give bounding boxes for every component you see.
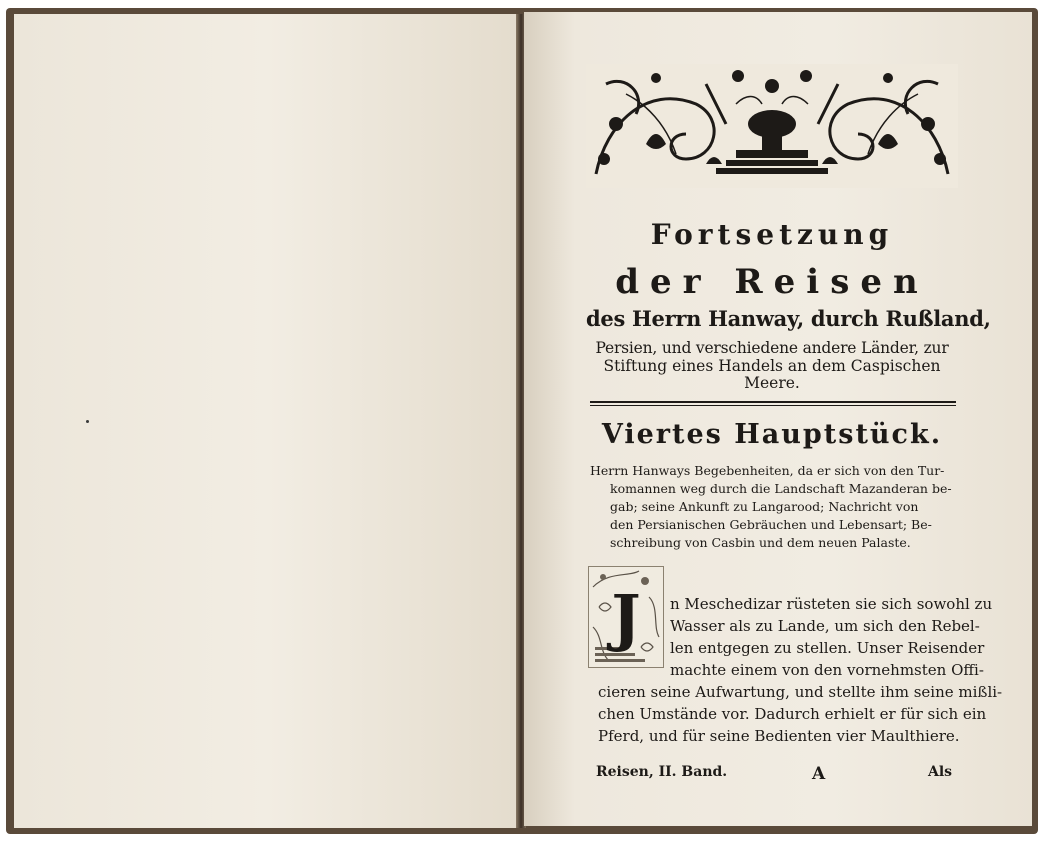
double-rule-divider xyxy=(590,401,956,403)
footer-volume: Reisen, II. Band. xyxy=(596,764,728,780)
summary-line: komannen weg durch die Landschaft Mazanderan be- xyxy=(610,481,952,496)
decorated-initial xyxy=(588,566,664,668)
summary-line: Herrn Hanways Begebenheiten, da er sich von den Tur- xyxy=(590,463,945,478)
title-stiftung-line: Stiftung eines Handels an dem Caspischen xyxy=(603,357,941,375)
summary-line: den Persianischen Gebräuchen und Lebensart; Be- xyxy=(610,517,932,532)
body-line: chen Umstände vor. Dadurch erhielt er für sich ein xyxy=(598,705,987,723)
ink-speck xyxy=(86,420,89,423)
title-hanway-line: des Herrn Hanway, durch Rußland, xyxy=(586,306,991,331)
title-persien-line: Persien, und verschiedene andere Länder, zur xyxy=(595,339,949,357)
footer-catchword: Als xyxy=(928,764,953,780)
chapter-heading: Viertes Hauptstück. xyxy=(601,419,943,450)
body-line: Wasser als zu Lande, um sich den Rebel- xyxy=(670,617,980,635)
left-page-blank xyxy=(14,14,520,828)
footer-signature: A xyxy=(812,764,826,784)
chapter-summary xyxy=(590,462,960,552)
summary-line: schreibung von Casbin und dem neuen Palaste. xyxy=(610,535,911,550)
title-fortsetzung: Fortsetzung xyxy=(650,218,894,251)
summary-line: gab; seine Ankunft zu Langarood; Nachricht von xyxy=(610,499,919,514)
title-meere-line: Meere. xyxy=(744,374,800,392)
headpiece-ornament xyxy=(586,64,958,188)
body-line: cieren seine Aufwartung, und stellte ihm seine mißli- xyxy=(598,683,1003,701)
body-line: Pferd, und für seine Bedienten vier Maulthiere. xyxy=(598,727,960,745)
initial-letter: J xyxy=(611,581,641,654)
title-der-reisen: der Reisen xyxy=(615,262,929,302)
body-line: len entgegen zu stellen. Unser Reisender xyxy=(670,639,985,657)
body-line: n Meschedizar rüsteten sie sich sowohl zu xyxy=(670,595,993,613)
body-line: machte einem von den vornehmsten Offi- xyxy=(670,661,984,679)
